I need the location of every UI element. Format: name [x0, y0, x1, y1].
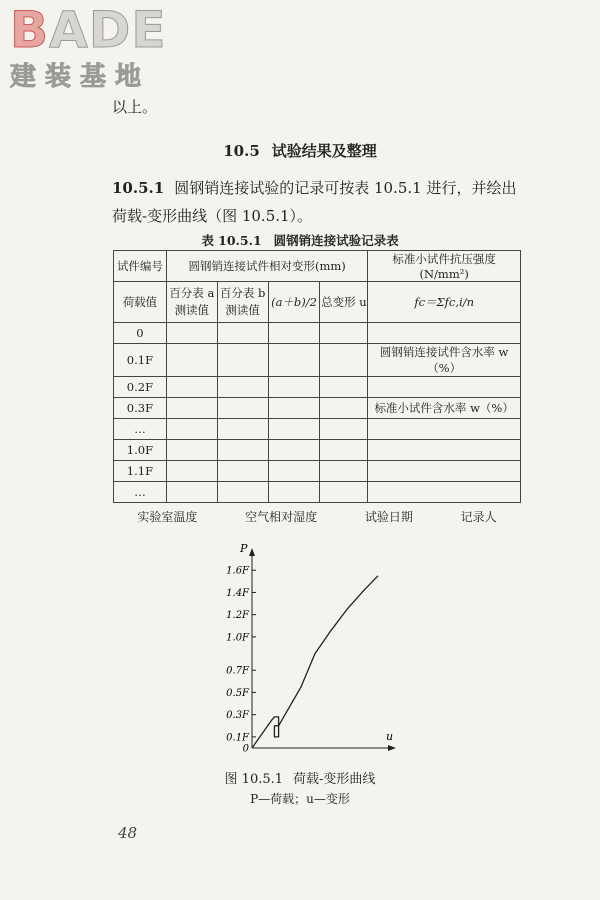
figure-caption [0, 768, 600, 787]
table-row [114, 323, 521, 344]
y-tick-label: 0.1F [226, 732, 249, 744]
table-caption [0, 231, 600, 249]
table-row [114, 377, 521, 398]
table-row [114, 344, 521, 377]
section-title [0, 140, 600, 161]
footer-lab-temperature: 实验室温度 [137, 509, 198, 524]
footer-test-date: 试验日期 [364, 509, 413, 524]
clause-text: 圆钢销连接试验的记录可按表 10.5.1 进行，并绘出荷载-变形曲线（图 10.5.1）。 [112, 179, 517, 225]
table-title: 圆钢销连接试验记录表 [273, 233, 399, 248]
header-specimen-no: 试件编号 [114, 251, 167, 282]
footer-recorder: 记录人 [460, 509, 497, 524]
note-cell [368, 323, 521, 344]
load-cell: 0.2F [114, 377, 167, 398]
table-header-row [114, 251, 521, 282]
figure-title: 荷载-变形曲线 [293, 772, 376, 787]
y-tick-label: 0 [242, 743, 249, 755]
header-strength: 标准小试件抗压强度(N/mm²) [368, 251, 521, 282]
chart-axes [239, 542, 396, 751]
note-cell: 圆钢销连接试件含水率 w（%） [368, 344, 521, 377]
table-row [114, 398, 521, 419]
x-axis-arrow [388, 745, 396, 751]
table-number: 表 10.5.1 [201, 233, 262, 248]
previous-paragraph-tail: 以上。 [112, 98, 158, 116]
load-cell: … [114, 482, 167, 503]
header-gauge-b: 百分表 b 测读值 [217, 282, 268, 323]
load-cell: 1.1F [114, 461, 167, 482]
y-axis-arrow [249, 548, 255, 556]
load-cell: 0.3F [114, 398, 167, 419]
header-average: (a＋b)/2 [268, 282, 320, 323]
table-row [114, 419, 521, 440]
y-tick-label: 0.3F [226, 710, 249, 722]
y-tick-label: 1.0F [226, 632, 249, 644]
table-footer-row [114, 503, 521, 530]
figure-legend: P—荷载；u—变形 [250, 792, 350, 806]
brand-logo-text: BADE [10, 1, 167, 59]
figure-number: 图 10.5.1 [224, 772, 284, 787]
header-fc-formula: fc＝Σfc,i/n [368, 282, 521, 323]
test-record-table [113, 250, 521, 529]
note-cell: 标准小试件含水率 w（%） [368, 398, 521, 419]
brand-logo [10, 1, 200, 93]
table-row [114, 440, 521, 461]
load-cell: 0.1F [114, 344, 167, 377]
brand-logo-subtitle: 建装基地 [10, 62, 151, 92]
y-tick-label: 0.7F [226, 665, 249, 677]
header-load: 荷载值 [114, 282, 167, 323]
clause-number: 10.5.1 [112, 179, 165, 197]
x-axis-label: u [386, 730, 394, 743]
y-tick-label: 1.4F [226, 587, 249, 599]
note-cell [368, 419, 521, 440]
table-row [114, 461, 521, 482]
series-line [252, 576, 378, 748]
section-heading: 试验结果及整理 [271, 142, 377, 160]
page-number: 48 [118, 824, 138, 842]
y-tick-label: 0.5F [226, 687, 249, 699]
table-subheader-row [114, 282, 521, 323]
load-cell: 0 [114, 323, 167, 344]
note-cell [368, 461, 521, 482]
header-total-deformation: 总变形 u [320, 282, 368, 323]
clause-paragraph [112, 174, 520, 230]
y-tick-label: 1.2F [226, 610, 249, 622]
header-gauge-a: 百分表 a 测读值 [166, 282, 217, 323]
load-cell: 1.0F [114, 440, 167, 461]
header-relative-deformation: 圆钢销连接试件相对变形(mm) [166, 251, 367, 282]
note-cell [368, 377, 521, 398]
y-axis-label: P [240, 542, 248, 555]
footer-relative-humidity: 空气相对湿度 [245, 509, 318, 524]
note-cell [368, 482, 521, 503]
table-row [114, 482, 521, 503]
chart-series [252, 576, 378, 748]
section-number: 10.5 [223, 142, 260, 160]
load-deformation-chart [222, 538, 402, 763]
y-tick-label: 1.6F [226, 565, 249, 577]
load-cell: … [114, 419, 167, 440]
note-cell [368, 440, 521, 461]
